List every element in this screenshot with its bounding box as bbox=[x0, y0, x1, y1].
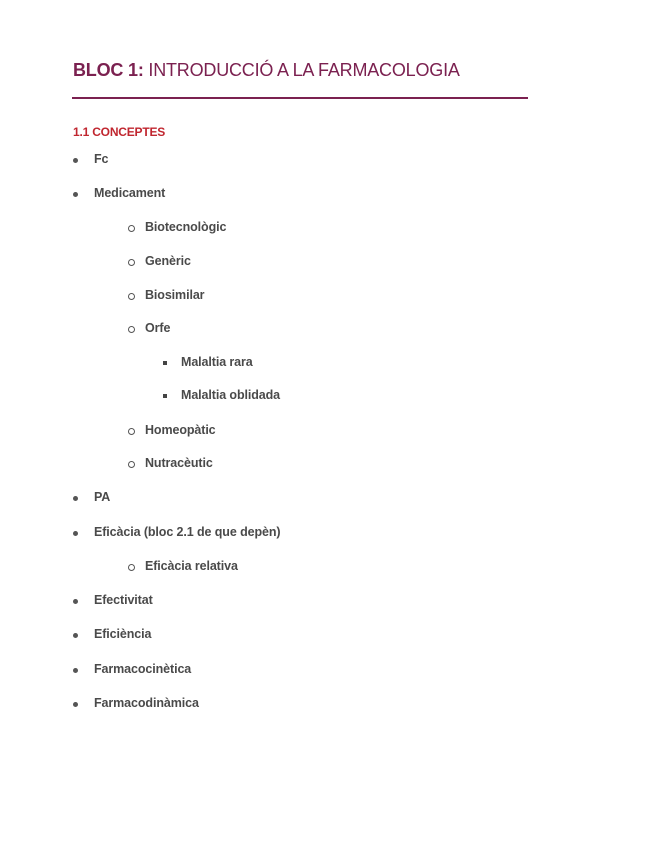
list-item-level-2: Genèric bbox=[145, 254, 191, 268]
list-item-level-3: Malaltia oblidada bbox=[181, 388, 281, 402]
list-item-level-2: Orfe bbox=[145, 321, 171, 335]
bullet-disc-icon bbox=[73, 633, 78, 638]
bullet-disc-icon bbox=[73, 702, 78, 707]
bullet-disc-icon bbox=[73, 531, 78, 536]
bullet-disc-icon bbox=[73, 158, 78, 163]
list-item-level-1: Medicament bbox=[94, 186, 166, 200]
bullet-circle-icon bbox=[128, 428, 135, 435]
title-text: INTRODUCCIÓ A LA FARMACOLOGIA bbox=[143, 60, 460, 80]
title-bloc-label: BLOC 1 bbox=[73, 60, 138, 80]
bullet-circle-icon bbox=[128, 564, 135, 571]
list-item-level-1: Eficàcia (bloc 2.1 de que depèn) bbox=[94, 525, 281, 539]
bullet-disc-icon bbox=[73, 668, 78, 673]
bullet-circle-icon bbox=[128, 259, 135, 266]
bullet-square-icon bbox=[163, 361, 167, 365]
list-item-level-3: Malaltia rara bbox=[181, 355, 253, 369]
bullet-circle-icon bbox=[128, 461, 135, 468]
bullet-circle-icon bbox=[128, 326, 135, 333]
list-item-level-1: Fc bbox=[94, 152, 109, 166]
title-underline-rule bbox=[72, 97, 528, 99]
bullet-circle-icon bbox=[128, 225, 135, 232]
section-heading: 1.1 CONCEPTES bbox=[73, 125, 166, 139]
bullet-disc-icon bbox=[73, 192, 78, 197]
list-item-level-2: Eficàcia relativa bbox=[145, 559, 238, 573]
title-colon: : bbox=[137, 60, 144, 80]
list-item-level-2: Biosimilar bbox=[145, 288, 205, 302]
list-item-level-2: Nutracèutic bbox=[145, 456, 213, 470]
bullet-circle-icon bbox=[128, 293, 135, 300]
list-item-level-2: Biotecnològic bbox=[145, 220, 227, 234]
list-item-level-1: Efectivitat bbox=[94, 593, 153, 607]
bullet-square-icon bbox=[163, 394, 167, 398]
list-item-level-1: Farmacocinètica bbox=[94, 662, 192, 676]
list-item-level-2: Homeopàtic bbox=[145, 423, 216, 437]
bullet-disc-icon bbox=[73, 496, 78, 501]
list-item-level-1: PA bbox=[94, 490, 111, 504]
document-title bbox=[73, 60, 460, 81]
bullet-disc-icon bbox=[73, 599, 78, 604]
list-item-level-1: Farmacodinàmica bbox=[94, 696, 199, 710]
list-item-level-1: Eficiència bbox=[94, 627, 152, 641]
